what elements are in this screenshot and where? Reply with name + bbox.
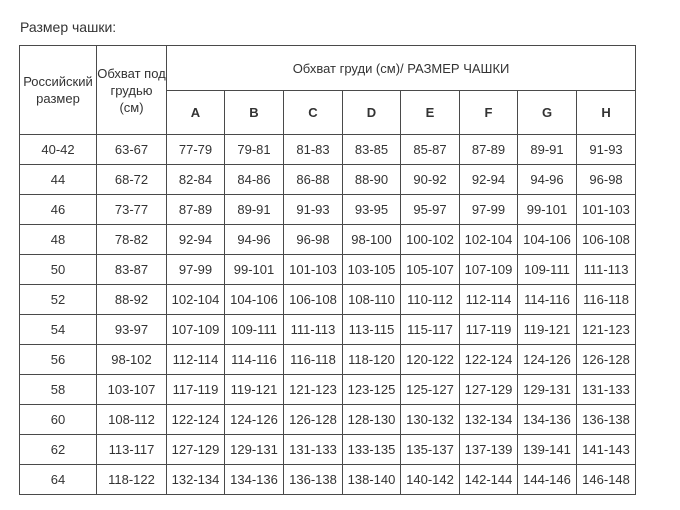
cell-cup-g: 99-101 [518,195,577,225]
cell-cup-c: 81-83 [284,135,343,165]
table-body [20,135,636,495]
cell-cup-d: 133-135 [343,435,401,465]
cell-cup-f: 122-124 [460,345,518,375]
cell-cup-d: 83-85 [343,135,401,165]
cell-cup-h: 126-128 [577,345,636,375]
table-caption: Размер чашки: [20,19,117,35]
header-cup-a: A [167,91,225,135]
cell-cup-a: 77-79 [167,135,225,165]
cell-russian-size: 58 [20,375,97,405]
cell-cup-b: 109-111 [225,315,284,345]
cell-cup-g: 109-111 [518,255,577,285]
cell-cup-a: 92-94 [167,225,225,255]
cell-underbust: 103-107 [97,375,167,405]
cell-cup-d: 103-105 [343,255,401,285]
cell-cup-f: 127-129 [460,375,518,405]
header-underbust: Обхват под грудью (см) [97,46,167,135]
cell-cup-f: 92-94 [460,165,518,195]
cell-cup-c: 116-118 [284,345,343,375]
cell-cup-b: 124-126 [225,405,284,435]
cell-cup-g: 94-96 [518,165,577,195]
cell-cup-h: 96-98 [577,165,636,195]
cell-cup-a: 102-104 [167,285,225,315]
cell-cup-c: 121-123 [284,375,343,405]
cell-cup-d: 98-100 [343,225,401,255]
cell-cup-e: 85-87 [401,135,460,165]
cell-underbust: 113-117 [97,435,167,465]
cell-cup-c: 96-98 [284,225,343,255]
cell-cup-b: 84-86 [225,165,284,195]
cell-cup-h: 146-148 [577,465,636,495]
cell-cup-g: 144-146 [518,465,577,495]
header-russian-size: Российский размер [20,46,97,135]
cell-cup-g: 124-126 [518,345,577,375]
cell-cup-b: 99-101 [225,255,284,285]
cell-russian-size: 52 [20,285,97,315]
cell-underbust: 63-67 [97,135,167,165]
header-cup-c: C [284,91,343,135]
table-row [20,135,636,165]
cell-cup-f: 97-99 [460,195,518,225]
cell-russian-size: 54 [20,315,97,345]
cell-underbust: 93-97 [97,315,167,345]
cell-cup-a: 112-114 [167,345,225,375]
cell-cup-d: 113-115 [343,315,401,345]
cell-cup-f: 107-109 [460,255,518,285]
cell-cup-d: 118-120 [343,345,401,375]
cell-cup-d: 128-130 [343,405,401,435]
header-cup-group: Обхват груди (см)/ РАЗМЕР ЧАШКИ [167,46,636,91]
cell-russian-size: 56 [20,345,97,375]
table-row [20,285,636,315]
cell-cup-e: 105-107 [401,255,460,285]
cell-cup-f: 102-104 [460,225,518,255]
cell-cup-d: 88-90 [343,165,401,195]
table-row [20,465,636,495]
cell-cup-e: 115-117 [401,315,460,345]
cell-underbust: 68-72 [97,165,167,195]
cell-cup-e: 125-127 [401,375,460,405]
cell-cup-h: 116-118 [577,285,636,315]
cell-underbust: 98-102 [97,345,167,375]
cell-cup-a: 82-84 [167,165,225,195]
cell-cup-c: 111-113 [284,315,343,345]
cell-cup-d: 123-125 [343,375,401,405]
cell-cup-f: 142-144 [460,465,518,495]
header-row-1 [20,46,636,91]
cell-cup-b: 114-116 [225,345,284,375]
cell-russian-size: 60 [20,405,97,435]
cell-cup-h: 136-138 [577,405,636,435]
cell-cup-c: 86-88 [284,165,343,195]
cell-cup-f: 87-89 [460,135,518,165]
table-row [20,405,636,435]
header-cup-e: E [401,91,460,135]
table-row [20,225,636,255]
cell-cup-b: 94-96 [225,225,284,255]
cell-cup-b: 89-91 [225,195,284,225]
cell-cup-c: 126-128 [284,405,343,435]
cell-cup-h: 141-143 [577,435,636,465]
cell-russian-size: 44 [20,165,97,195]
cell-cup-h: 101-103 [577,195,636,225]
cell-cup-g: 129-131 [518,375,577,405]
cell-cup-e: 140-142 [401,465,460,495]
cell-cup-a: 127-129 [167,435,225,465]
cell-cup-a: 97-99 [167,255,225,285]
cell-cup-a: 117-119 [167,375,225,405]
cell-russian-size: 50 [20,255,97,285]
cell-underbust: 88-92 [97,285,167,315]
cell-cup-a: 132-134 [167,465,225,495]
header-cup-h: H [577,91,636,135]
cell-cup-b: 79-81 [225,135,284,165]
cell-cup-e: 135-137 [401,435,460,465]
cell-cup-h: 121-123 [577,315,636,345]
cell-cup-h: 131-133 [577,375,636,405]
cell-underbust: 118-122 [97,465,167,495]
cell-cup-g: 114-116 [518,285,577,315]
cell-cup-f: 112-114 [460,285,518,315]
cell-cup-a: 122-124 [167,405,225,435]
cell-underbust: 108-112 [97,405,167,435]
header-cup-g: G [518,91,577,135]
cell-cup-f: 117-119 [460,315,518,345]
cell-cup-a: 107-109 [167,315,225,345]
cell-cup-g: 139-141 [518,435,577,465]
table-row [20,165,636,195]
cell-cup-g: 119-121 [518,315,577,345]
cell-cup-c: 131-133 [284,435,343,465]
cell-cup-c: 136-138 [284,465,343,495]
table-row [20,195,636,225]
cell-cup-b: 119-121 [225,375,284,405]
cell-cup-h: 106-108 [577,225,636,255]
table-row [20,375,636,405]
cell-cup-b: 129-131 [225,435,284,465]
cell-cup-d: 138-140 [343,465,401,495]
header-cup-f: F [460,91,518,135]
cell-cup-d: 93-95 [343,195,401,225]
cell-cup-c: 101-103 [284,255,343,285]
cell-cup-g: 134-136 [518,405,577,435]
cell-cup-e: 120-122 [401,345,460,375]
cell-russian-size: 48 [20,225,97,255]
cell-cup-e: 110-112 [401,285,460,315]
table-row [20,255,636,285]
cell-cup-b: 134-136 [225,465,284,495]
cell-cup-f: 137-139 [460,435,518,465]
cell-cup-e: 90-92 [401,165,460,195]
cell-cup-g: 89-91 [518,135,577,165]
cell-cup-h: 111-113 [577,255,636,285]
cell-russian-size: 62 [20,435,97,465]
cell-cup-c: 106-108 [284,285,343,315]
cell-cup-g: 104-106 [518,225,577,255]
cell-cup-h: 91-93 [577,135,636,165]
cup-size-table [19,45,636,495]
table-row [20,435,636,465]
header-cup-b: B [225,91,284,135]
table-row [20,315,636,345]
header-cup-d: D [343,91,401,135]
table-row [20,345,636,375]
cell-cup-c: 91-93 [284,195,343,225]
cell-cup-e: 95-97 [401,195,460,225]
cell-underbust: 73-77 [97,195,167,225]
cell-russian-size: 40-42 [20,135,97,165]
cell-cup-d: 108-110 [343,285,401,315]
cell-cup-f: 132-134 [460,405,518,435]
cell-cup-a: 87-89 [167,195,225,225]
cell-cup-e: 130-132 [401,405,460,435]
cell-russian-size: 46 [20,195,97,225]
cell-cup-e: 100-102 [401,225,460,255]
cell-russian-size: 64 [20,465,97,495]
cell-cup-b: 104-106 [225,285,284,315]
cell-underbust: 78-82 [97,225,167,255]
cell-underbust: 83-87 [97,255,167,285]
